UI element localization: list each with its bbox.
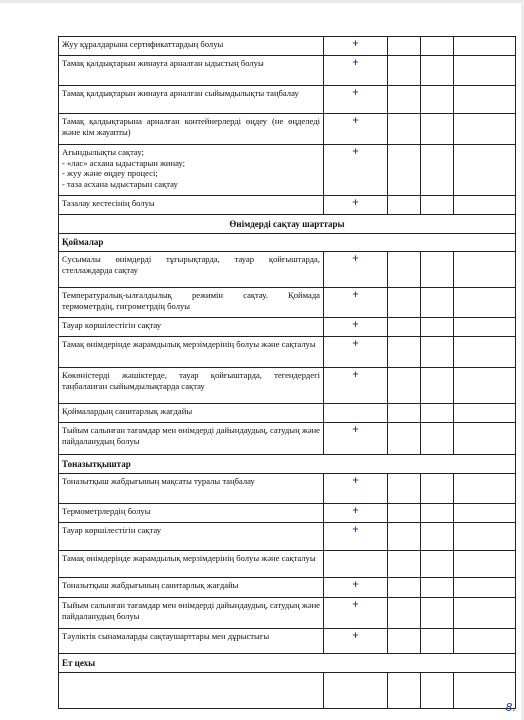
checklist-row — [59, 337, 516, 368]
compliance-mark: + — [324, 86, 388, 114]
empty-cell — [454, 423, 516, 455]
compliance-mark: + — [324, 337, 388, 368]
requirement-text: Тамақ қалдықтарын жинауға арналған сыйымдылықты таңбалау — [59, 86, 324, 114]
empty-cell — [454, 578, 516, 598]
checklist-row — [59, 474, 516, 504]
empty-cell — [421, 145, 454, 196]
empty-cell — [388, 318, 421, 337]
requirement-text: Тыйым салынған тағамдар мен өнімдерді дайындаудың, сатудың және пайдаланудың болуы — [59, 423, 324, 455]
empty-cell — [454, 368, 516, 404]
checklist-row — [59, 423, 516, 455]
empty-cell — [388, 474, 421, 504]
empty-cell — [421, 423, 454, 455]
requirement-text: Көкөністерді жәшіктерде, тауар қойғыштарда, тегендердегі таңбаланған сыйымдылықтарда сақтау — [59, 368, 324, 404]
checklist-row — [59, 86, 516, 114]
empty-cell — [421, 523, 454, 551]
checklist-body — [59, 37, 516, 709]
subsection-header-row — [59, 654, 516, 673]
requirement-text: Тауар көршілестігін сақтау — [59, 523, 324, 551]
empty-cell — [454, 551, 516, 578]
empty-cell — [454, 474, 516, 504]
checklist-row — [59, 56, 516, 86]
subsection-title: Ет цехы — [59, 654, 516, 673]
page-number: 8. — [505, 701, 516, 714]
empty-cell — [388, 629, 421, 654]
empty-cell — [421, 196, 454, 215]
requirement-text: Сусымалы өнімдерді тұғырықтарда, тауар қойғыштарда, стеллаждарда сақтау — [59, 252, 324, 288]
empty-cell — [454, 598, 516, 629]
compliance-mark — [324, 673, 388, 709]
compliance-mark: + — [324, 318, 388, 337]
empty-cell — [454, 288, 516, 318]
empty-cell — [421, 578, 454, 598]
compliance-mark: + — [324, 196, 388, 215]
requirement-text: Тазалау кестесінің болуы — [59, 196, 324, 215]
section-header-row — [59, 215, 516, 234]
empty-cell — [454, 523, 516, 551]
empty-cell — [454, 504, 516, 523]
empty-cell — [388, 404, 421, 423]
empty-cell — [421, 474, 454, 504]
subsection-title: Тоназытқыштар — [59, 455, 516, 474]
empty-cell — [388, 578, 421, 598]
empty-cell — [388, 337, 421, 368]
empty-cell — [388, 368, 421, 404]
requirement-text: Тамақ өнімдерінде жарамдылық мерзімдерінің болуы және сақталуы — [59, 551, 324, 578]
checklist-row — [59, 318, 516, 337]
requirement-text: Ағындылықты сақтау; - «лас» асхана ыдыстарын жинау; - жуу және өңдеу процесі; - таза асхана ыдыстарын сақтау — [59, 145, 324, 196]
checklist-row — [59, 551, 516, 578]
empty-cell — [421, 337, 454, 368]
requirement-text: Тоназытқыш жабдығының мақсаты туралы таңбалау — [59, 474, 324, 504]
requirement-text: Температуралық-ылғалдылық режимін сақтау. Қоймада термометрдің, гигрометрдің болуы — [59, 288, 324, 318]
compliance-mark: + — [324, 504, 388, 523]
empty-cell — [388, 504, 421, 523]
empty-cell — [388, 288, 421, 318]
empty-cell — [421, 504, 454, 523]
empty-cell — [421, 318, 454, 337]
compliance-mark: + — [324, 629, 388, 654]
empty-cell — [388, 252, 421, 288]
checklist-row — [59, 145, 516, 196]
checklist-row — [59, 578, 516, 598]
requirement-text — [59, 673, 324, 709]
checklist-row — [59, 114, 516, 145]
subsection-header-row — [59, 234, 516, 252]
empty-cell — [421, 252, 454, 288]
compliance-mark: + — [324, 368, 388, 404]
checklist-row — [59, 368, 516, 404]
subsection-title: Қоймалар — [59, 234, 516, 252]
compliance-mark: + — [324, 56, 388, 86]
empty-cell — [421, 551, 454, 578]
empty-cell — [421, 288, 454, 318]
empty-cell — [421, 404, 454, 423]
empty-cell — [388, 145, 421, 196]
empty-cell — [388, 673, 421, 709]
checklist-row — [59, 196, 516, 215]
empty-cell — [388, 86, 421, 114]
compliance-mark: + — [324, 114, 388, 145]
requirement-text: Тауар көршілестігін сақтау — [59, 318, 324, 337]
compliance-mark: + — [324, 523, 388, 551]
checklist-row — [59, 673, 516, 709]
compliance-mark — [324, 404, 388, 423]
compliance-mark: + — [324, 288, 388, 318]
compliance-mark: + — [324, 252, 388, 288]
empty-cell — [388, 423, 421, 455]
empty-cell — [454, 56, 516, 86]
checklist-row — [59, 504, 516, 523]
empty-cell — [421, 673, 454, 709]
scan-edge — [0, 0, 524, 3]
empty-cell — [454, 196, 516, 215]
empty-cell — [454, 86, 516, 114]
empty-cell — [421, 56, 454, 86]
checklist-row — [59, 523, 516, 551]
requirement-text: Тоназытқыш жабдығының санитарлық жағдайы — [59, 578, 324, 598]
subsection-header-row — [59, 455, 516, 474]
checklist-row — [59, 404, 516, 423]
requirement-text: Тамақ қалдықтарын жинауға арналған ыдыстың болуы — [59, 56, 324, 86]
requirement-text: Термометрлердің болуы — [59, 504, 324, 523]
checklist-row — [59, 598, 516, 629]
empty-cell — [454, 114, 516, 145]
empty-cell — [421, 598, 454, 629]
compliance-mark: + — [324, 145, 388, 196]
compliance-mark: + — [324, 578, 388, 598]
requirement-text: Тамақ өнімдерінде жарамдылық мерзімдерінің болуы және сақталуы — [59, 337, 324, 368]
empty-cell — [421, 368, 454, 404]
empty-cell — [454, 337, 516, 368]
empty-cell — [421, 629, 454, 654]
empty-cell — [388, 523, 421, 551]
compliance-mark: + — [324, 598, 388, 629]
empty-cell — [454, 629, 516, 654]
compliance-mark: + — [324, 474, 388, 504]
empty-cell — [388, 598, 421, 629]
requirement-text: Тәуліктік сынамаларды сақтаушарттары мен дұрыстығы — [59, 629, 324, 654]
empty-cell — [421, 86, 454, 114]
compliance-mark: + — [324, 37, 388, 56]
empty-cell — [388, 196, 421, 215]
requirement-text: Қоймалардың санитарлық жағдайы — [59, 404, 324, 423]
empty-cell — [421, 37, 454, 56]
checklist-row — [59, 288, 516, 318]
empty-cell — [454, 145, 516, 196]
empty-cell — [454, 37, 516, 56]
requirement-text: Тамақ қалдықтарына арналған контейнерлерді өңдеу (не өңделеді және кім жауапты) — [59, 114, 324, 145]
checklist-row — [59, 252, 516, 288]
compliance-mark: + — [324, 423, 388, 455]
empty-cell — [388, 56, 421, 86]
compliance-mark — [324, 551, 388, 578]
empty-cell — [388, 37, 421, 56]
checklist-row — [59, 37, 516, 56]
empty-cell — [388, 114, 421, 145]
checklist-row — [59, 629, 516, 654]
empty-cell — [388, 551, 421, 578]
requirement-text: Жуу құралдарына сертификаттардың болуы — [59, 37, 324, 56]
empty-cell — [454, 252, 516, 288]
inspection-checklist-table — [58, 36, 516, 709]
requirement-text: Тыйым салынған тағамдар мен өнімдерді дайындаудың, сатудың және пайдаланудың болуы — [59, 598, 324, 629]
empty-cell — [421, 114, 454, 145]
section-title: Өнімдерді сақтау шарттары — [59, 215, 516, 234]
empty-cell — [454, 404, 516, 423]
empty-cell — [454, 318, 516, 337]
